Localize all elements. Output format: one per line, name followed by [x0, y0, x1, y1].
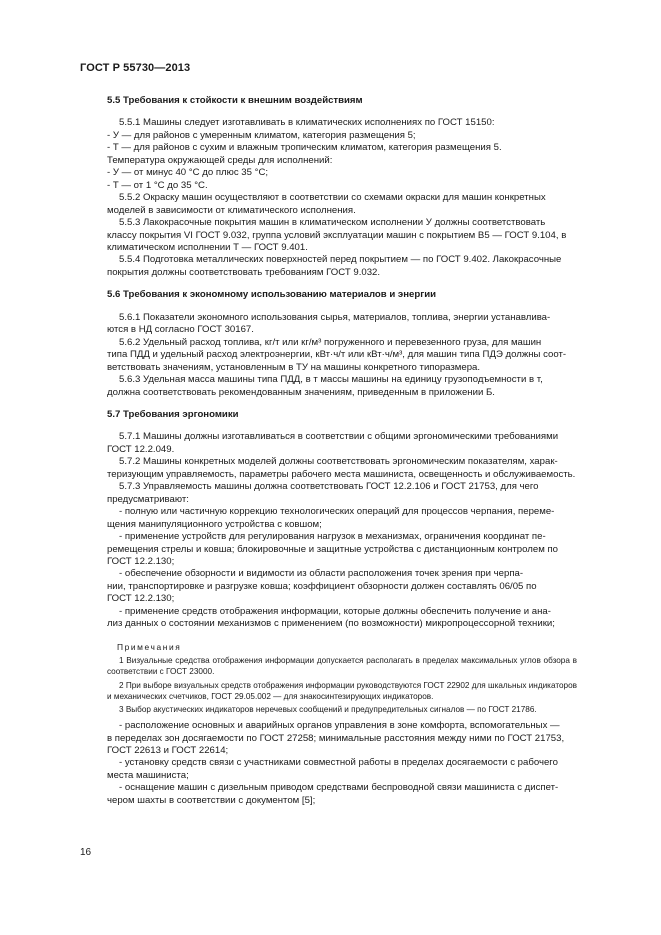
text-line: ГОСТ 22613 и ГОСТ 22614; [107, 745, 229, 757]
text-line: - У — от минус 40 °С до плюс 35 °С; [107, 167, 269, 179]
text-line: 5.5.4 Подготовка металлических поверхностей перед покрытием — по ГОСТ 9.402. Лакокрасочные [119, 254, 562, 266]
section-heading: 5.5 Требования к стойкости к внешним воздействиям [107, 95, 363, 106]
section-heading: 5.6 Требования к экономному использованию материалов и энергии [107, 289, 436, 301]
text-line: ГОСТ 12.2.049. [107, 443, 175, 455]
text-line: 5.7.2 Машины конкретных моделей должны соответствовать эргономическим показателям, харак- [119, 456, 558, 468]
text-line: предусматривают: [107, 493, 189, 505]
text-line: в переделах зон досягаемости по ГОСТ 27258; минимальные расстояния между ними по ГОСТ 21753, [107, 732, 565, 744]
text-line: щения манипуляционного устройства с ковшом; [107, 518, 322, 530]
text-line: - Т — от 1 °С до 35 °С. [107, 179, 208, 191]
text-line: - применение средств отображения информации, которые должны обеспечить получение и ана- [119, 605, 551, 617]
note-item: 1 Визуальные средства отображения информации допускается располагать в пределах максимальных углов обзора в соответствии с ГОСТ 23000. [107, 656, 577, 676]
text-line: ются в НД согласно ГОСТ 30167. [107, 324, 254, 336]
text-line: - У — для районов с умеренным климатом, категория размещения 5; [107, 129, 416, 141]
notes-title: Примечания [117, 641, 182, 652]
text-line: - Т — для районов с сухим и влажным тропическим климатом, категория размещения 5. [107, 142, 502, 154]
note-item: 3 Выбор акустических индикаторов неречевых сообщений и предупредительных сигналов — по ГОСТ 21786. [119, 705, 537, 715]
text-line: 5.5.3 Лакокрасочные покрытия машин в климатическом исполнении У должны соответствовать [119, 217, 546, 229]
text-line: лиз данных о состоянии механизмов с применением (по возможности) микропроцессорной техники; [107, 618, 555, 630]
sections-container [107, 95, 577, 631]
text-line: ветствовать значениям, установленным в ТУ на машины конкретного типоразмера. [107, 361, 481, 373]
notes-block [107, 641, 577, 716]
text-line: - применение устройств для регулирования нагрузок в механизмах, ограничения координат пе- [119, 531, 546, 543]
text-line: покрытия должны соответствовать требованиям ГОСТ 9.032. [107, 266, 381, 278]
text-line: моделей в зависимости от климатического исполнения. [107, 204, 356, 216]
page-number: 16 [80, 847, 92, 858]
text-line: 5.7.1 Машины должны изготавливаться в соответствии с общими эргономическими требованиями [119, 431, 559, 443]
text-line: - расположение основных и аварийных органов управления в зоне комфорта, вспомогательных — [119, 720, 560, 732]
text-line: - оснащение машин с дизельным приводом средствами беспроводной связи машиниста с диспет- [119, 782, 559, 794]
text-line: места машиниста; [107, 769, 189, 781]
text-line: Температура окружающей среды для исполнений: [107, 154, 333, 166]
text-line: - полную или частичную коррекцию технологических операций для процессов черпания, переме- [119, 506, 555, 518]
text-line: 5.7.3 Управляемость машины должна соответствовать ГОСТ 12.2.106 и ГОСТ 21753, для чего [119, 481, 539, 493]
note-item: 2 При выборе визуальных средств отображения информации руководствуются ГОСТ 22902 для шкальных индикаторов и механических счетчиков, ГОСТ 29.05.002 — для знакосинтезирующих индикаторов. [107, 680, 577, 701]
text-line: классу покрытия VI ГОСТ 9.032, группа условий эксплуатации машин с покрытием В5 — ГОСТ 9.104, в [107, 229, 567, 241]
text-line: климатическом исполнении Т — ГОСТ 9.401. [107, 241, 308, 253]
text-line: - установку средств связи с участниками совместной работы в пределах досягаемости с рабочего [119, 757, 558, 769]
section [107, 289, 577, 399]
text-line: должна соответствовать рекомендованным значениям, приведенным в приложении Б. [107, 386, 495, 398]
section [107, 95, 577, 279]
text-line: 5.5.1 Машины следует изготавливать в климатических исполнениях по ГОСТ 15150: [119, 117, 495, 129]
document-header: ГОСТ Р 55730—2013 [80, 62, 191, 74]
text-line: чером шахты в соответствии с документом [5]; [107, 794, 316, 806]
text-line: ГОСТ 12.2.130; [107, 555, 175, 567]
section [107, 409, 577, 631]
notes-list [107, 656, 577, 716]
text-line: типа ПДД и удельный расход электроэнергии, кВт·ч/т или кВт·ч/м³, для машин типа ПДЭ должны соот- [107, 349, 567, 361]
text-line: 5.6.1 Показатели экономного использования сырья, материалов, топлива, энергии устанавлива- [119, 311, 551, 323]
text-line: ремещения стрелы и ковша; блокировочные и защитные устройства с дистанционным контролем по [107, 543, 558, 555]
document-body [107, 95, 577, 807]
after-notes-block [107, 720, 577, 807]
text-line: нии, транспортировке и разгрузке ковша; коэффициент обзорности должен составлять 06/05 по [107, 580, 537, 592]
text-line: 5.5.2 Окраску машин осуществляют в соответствии со схемами окраски для машин конкретных [119, 192, 546, 204]
text-line: ГОСТ 12.2.130; [107, 593, 175, 605]
text-line: теризующим управляемость, параметры рабочего места машиниста, освещенность и обслуживаемость. [107, 468, 576, 480]
text-line: - обеспечение обзорности и видимости из области расположения точек зрения при черпа- [119, 568, 524, 580]
text-line: 5.6.3 Удельная масса машины типа ПДД, в т массы машины на единицу грузоподъемности в т, [119, 374, 543, 386]
text-line: 5.6.2 Удельный расход топлива, кг/т или кг/м³ погруженного и перевезенного груза, для машин [119, 336, 542, 348]
section-heading: 5.7 Требования эргономики [107, 408, 239, 420]
